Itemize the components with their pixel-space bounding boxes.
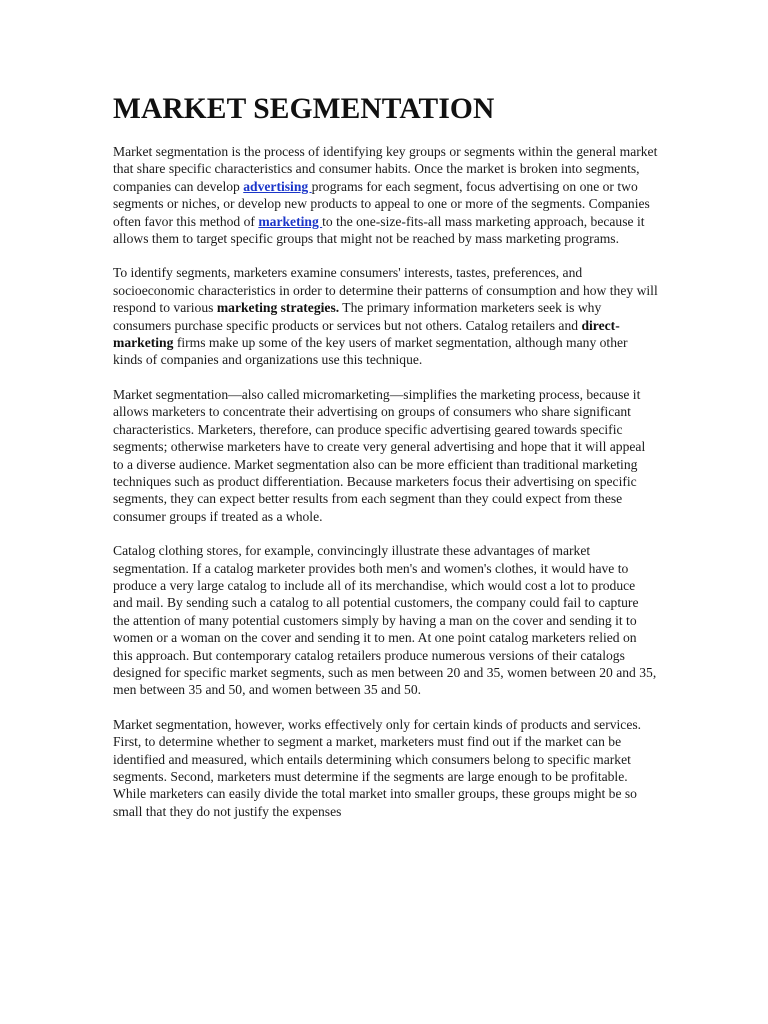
marketing-strategies-bold: marketing strategies. <box>216 300 340 316</box>
marketing-link[interactable]: marketing <box>258 213 323 229</box>
paragraph-3 <box>113 386 658 525</box>
paragraph-text: Market segmentation, however, works effectively only for certain kinds of products and services. First, to determine whether to segment a market, marketers must find out if the market can be identified and measured, which entails determining which consumers belong to specific market segments. Second, marketers must determine if the segments are large enough to be profitable. While marketers can easily divide the total market into smaller groups, these groups might be so small that they do not justify the expenses <box>113 716 642 819</box>
document-title: MARKET SEGMENTATION <box>113 93 495 125</box>
paragraph-text: Catalog clothing stores, for example, convincingly illustrate these advantages of market segmentation. If a catalog marketer provides both men's and women's clothes, it would have to produce a very large catalog to include all of its merchandise, which would cost a lot to produce and mail. By sending such a catalog to all potential customers, the company could fail to capture the attention of many potential customers simply by having a man on the cover and sending it to women or a woman on the cover and sending it to men. At one point catalog marketers relied on this approach. But contemporary catalog retailers produce numerous versions of their catalogs designed for specific market segments, such as men between 20 and 35, women between 20 and 35, men between 35 and 50, and women between 35 and 50. <box>113 543 657 698</box>
paragraph-text: firms make up some of the key users of market segmentation, although many other kinds of companies and organizations use this technique. <box>113 335 628 368</box>
document-page <box>113 92 658 837</box>
paragraph-1 <box>113 143 658 247</box>
paragraph-text: Market segmentation—also called micromarketing—simplifies the marketing process, because it allows marketers to concentrate their advertising on groups of consumers who share significant characteristics. Marketers, therefore, can produce specific advertising geared towards specific segments; otherwise marketers have to create very general advertising and hope that it will appeal to a diverse audience. Market segmentation also can be more efficient than traditional marketing techniques such as product differentiation. Because marketers focus their advertising on specific segments, they can expect better results from each segment than they could expect from these consumer groups if treated as a whole. <box>113 386 646 524</box>
direct-marketing-bold: direct-marketing <box>113 317 620 351</box>
advertising-link[interactable]: advertising <box>243 178 312 194</box>
paragraph-4 <box>113 542 658 699</box>
paragraph-text: programs for each segment, focus advertising on one or two segments or niches, or develop new products to appeal to one or more of the segments. Companies often favor this method of <box>113 178 650 229</box>
paragraph-2 <box>113 264 658 368</box>
paragraph-text: Market segmentation is the process of identifying key groups or segments within the general market that share specific characteristics and consumer habits. Once the market is broken into segments, companies can develop <box>113 144 658 194</box>
paragraph-5 <box>113 716 658 820</box>
paragraph-text: to the one-size-fits-all mass marketing approach, because it allows them to target specific groups that might not be reached by mass marketing programs. <box>113 213 645 247</box>
paragraph-text: To identify segments, marketers examine consumers' interests, tastes, preferences, and socioeconomic characteristics in order to determine their patterns of consumption and how they will respond to various <box>113 265 658 316</box>
paragraph-text: The primary information marketers seek is why consumers purchase specific products or services but not others. Catalog retailers and <box>113 300 602 333</box>
